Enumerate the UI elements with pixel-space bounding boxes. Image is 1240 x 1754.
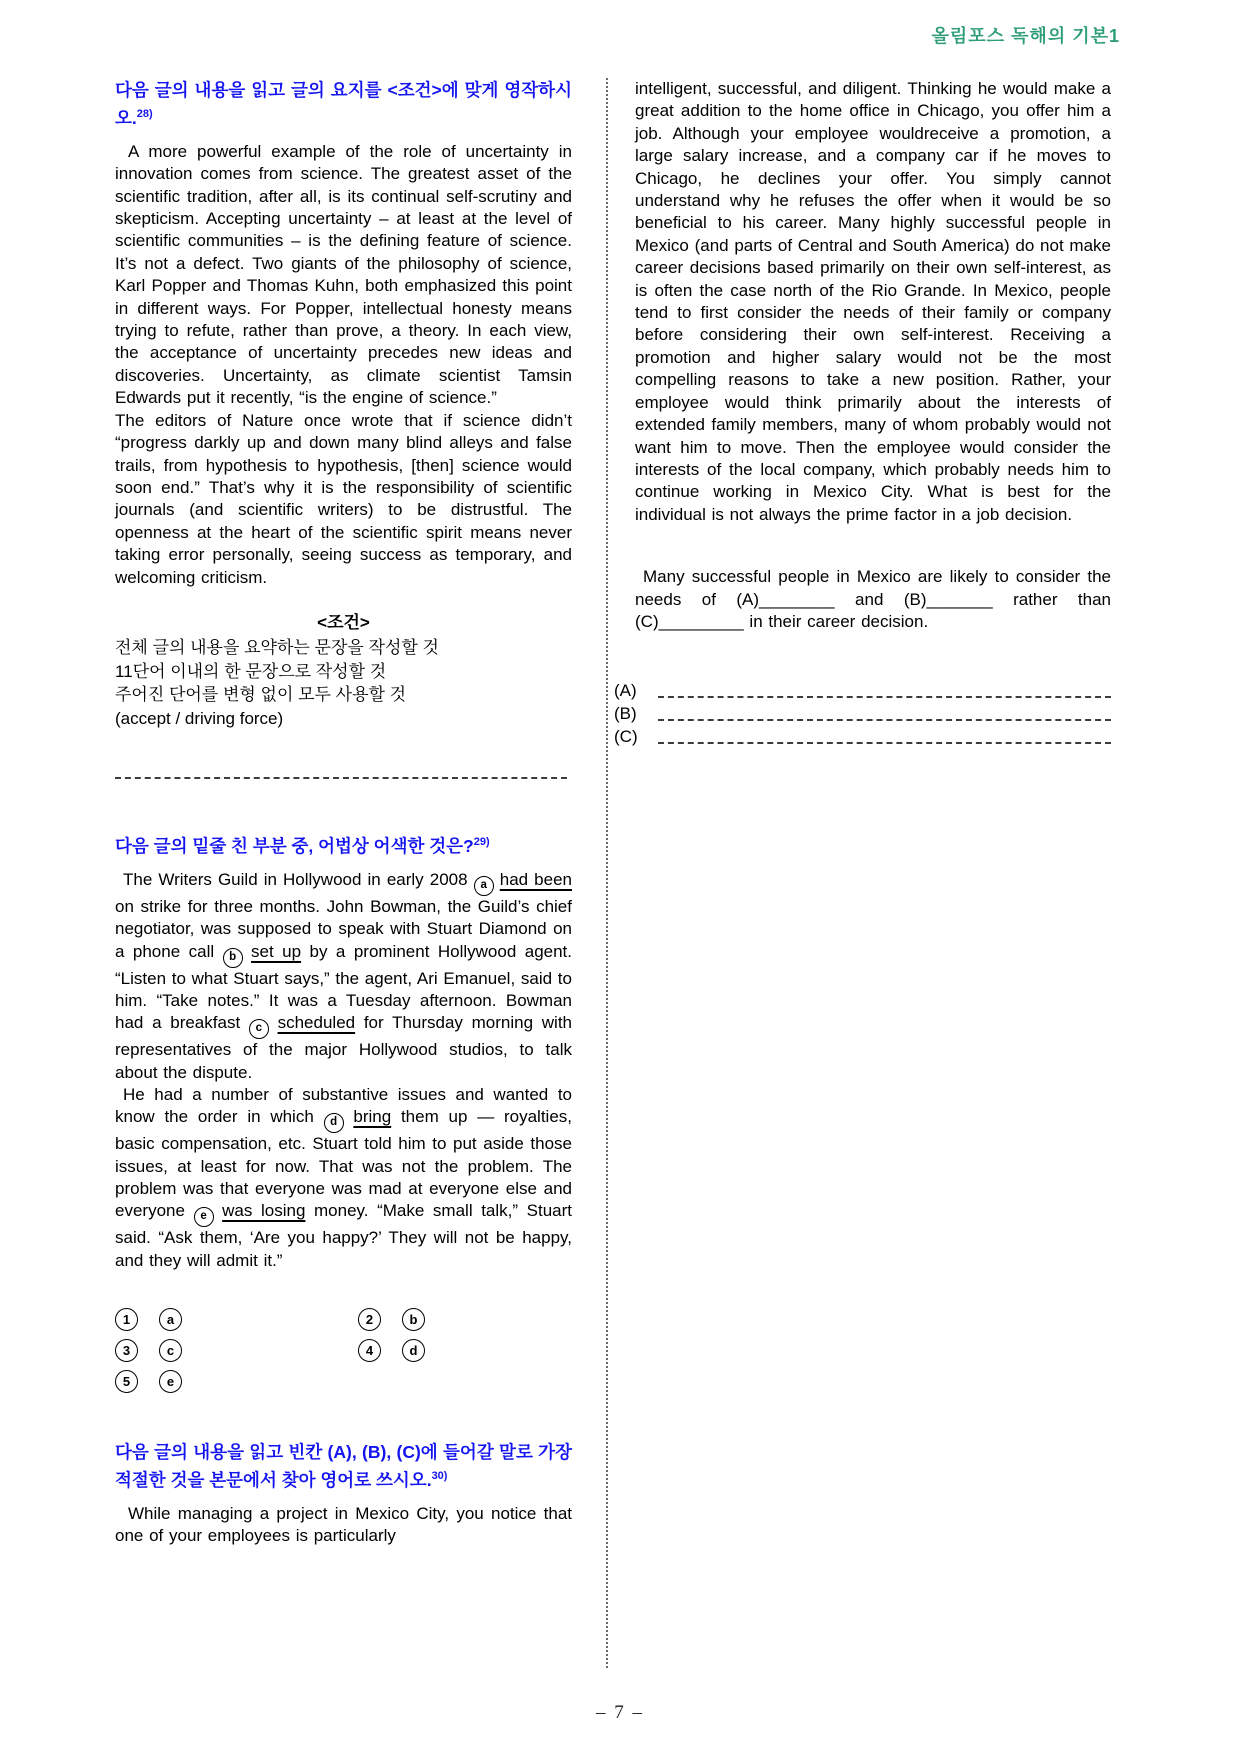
question-29-heading-text: 다음 글의 밑줄 친 부분 중, 어법상 어색한 것은? [115,836,474,857]
option-4 [358,1339,572,1362]
option-5 [115,1370,358,1393]
column-divider [606,78,608,1668]
condition-title: <조건> [317,612,370,632]
question-30-passage-start: While managing a project in Mexico City, you notice that one of your employees is particularly [115,1503,572,1546]
circled-letter-marker: b [223,948,243,968]
option-4-number: 4 [358,1339,381,1362]
answer-blank-b [658,719,1111,721]
option-2-letter: b [402,1308,425,1331]
question-29-heading [115,830,572,858]
question-30-heading-text: 다음 글의 내용을 읽고 빈칸 (A), (B), (C)에 들어갈 말로 가장 적절한 것을 본문에서 찾아 영어로 쓰시오. [115,1441,572,1490]
option-2 [358,1308,572,1331]
condition-line-1: 전체 글의 내용을 요약하는 문장을 작성할 것 [115,638,439,658]
circled-letter-marker: e [194,1207,214,1227]
question-30-number: 30) [431,1469,448,1482]
circled-letter-marker: d [324,1113,344,1133]
page-number: – 7 – [596,1702,644,1723]
book-title: 올림포스 독해의 기본1 [931,26,1120,46]
question-30-summary-sentence: Many successful people in Mexico are likely to consider the needs of (A)________ and (B)_______ rather than (C)_________ in their career decision. [635,567,1111,631]
answer-label-a: (A) [614,681,637,701]
answer-blank-a [658,696,1111,698]
option-2-number: 2 [358,1308,381,1331]
question-30-answer-rows [614,678,1111,747]
question-29-passage-paragraph-1: The Writers Guild in Hollywood in early 2008 a had been on strike for three months. John Bowman, the Guild’s chief negotiator, was supposed to speak with Stuart Diamond on a phone call b set up by a prominent Hollywood agent. “Listen to what Stuart says,” the agent, Ari Emanuel, said to him. “Take notes.” It was a Tuesday afternoon. Bowman had a breakfast c scheduled for Thursday morning with representatives of the major Hollywood studios, to talk about the dispute. [115,870,573,1082]
answer-row-c [614,724,1111,747]
question-29-passage-paragraph-2: He had a number of substantive issues and wanted to know the order in which d bring them up — royalties, basic compensation, etc. Stuart told him to put aside those issues, at least for now. That was not the problem. The problem was that everyone was mad at everyone else and everyone e was losing money. “Make small talk,” Stuart said. “Ask them, ‘Are you happy?’ They will not be happy, and they will admit it.” [115,1084,572,1270]
left-column [115,78,572,1668]
option-5-letter: e [159,1370,182,1393]
option-1-number: 1 [115,1308,138,1331]
circled-letter-marker: a [474,876,494,896]
option-3 [115,1339,358,1362]
answer-options [115,1308,572,1393]
condition-line-3: 주어진 단어를 변형 없이 모두 사용할 것 [115,685,407,705]
question-28-passage-paragraph-2: The editors of Nature once wrote that if science didn’t “progress darkly up and down many blind alleys and false trails, from hypothesis to hypothesis, [then] science would soon end.” That’s why it is the responsibility of scientific journals (and scientific writers) to be distrustful. The openness at the heart of the scientific spirit means never taking error personally, seeing success as temporary, and welcoming criticism. [115,410,572,587]
answer-row-b [614,701,1111,724]
question-28-passage-paragraph-1: A more powerful example of the role of uncertainty in innovation comes from science. The greatest asset of the scientific tradition, after all, is its continual self-scrutiny and skepticism. Accepting uncertainty – at least at the level of scientific communities – is the defining feature of science. It’s not a defect. Two giants of the philosophy of science, Karl Popper and Thomas Kuhn, both emphasized this point in different ways. For Popper, intellectual honesty means trying to refute, rather than prove, a theory. In each view, the acceptance of uncertainty precedes new ideas and discoveries. Uncertainty, as climate scientist Tamsin Edwards put it recently, “is the engine of science.” [115,141,572,408]
question-28-heading [115,78,572,130]
condition-box [115,611,572,731]
answer-blank-c [658,742,1111,744]
question-30-heading [115,1440,572,1492]
right-column [614,78,1111,1668]
answer-blank-line-q28 [115,777,567,779]
answer-label-b: (B) [614,704,637,724]
question-28-number: 28) [136,108,153,120]
option-4-letter: d [402,1339,425,1362]
option-5-number: 5 [115,1370,138,1393]
answer-row-a [614,678,1111,701]
question-28-heading-text: 다음 글의 내용을 읽고 글의 요지를 <조건>에 맞게 영작하시오. [115,80,572,128]
option-1 [115,1308,358,1331]
option-3-letter: c [159,1339,182,1362]
option-1-letter: a [159,1308,182,1331]
condition-line-2: 11단어 이내의 한 문장으로 작성할 것 [115,661,387,681]
condition-given-words: (accept / driving force) [115,708,284,728]
two-column-layout [115,78,1111,1668]
circled-letter-marker: c [249,1019,269,1039]
option-3-number: 3 [115,1339,138,1362]
question-30-passage-continuation: intelligent, successful, and diligent. Thinking he would make a great addition to the home office in Chicago, you offer him a job. Although your employee wouldreceive a promotion, a large salary increase, and a company car if he moves to Chicago, he declines your offer. You simply cannot understand why he refuses the offer when it would be so beneficial to his career. Many highly successful people in Mexico (and parts of Central and South America) do not make career decisions based primarily on their own self-interest, as is often the case north of the Rio Grande. In Mexico, people tend to first consider the needs of their family or company before considering their own self-interest. Receiving a promotion and higher salary would not be the most compelling reasons to take a new position. Rather, your employee would think primarily about the interests of extended family members, many of whom probably would not want him to move. Then the employee would consider the interests of the local company, which probably needs him to continue working in Mexico City. What is best for the individual is not always the prime factor in a job decision. [635,79,1111,524]
answer-label-c: (C) [614,727,638,747]
question-29-number: 29) [473,836,490,849]
